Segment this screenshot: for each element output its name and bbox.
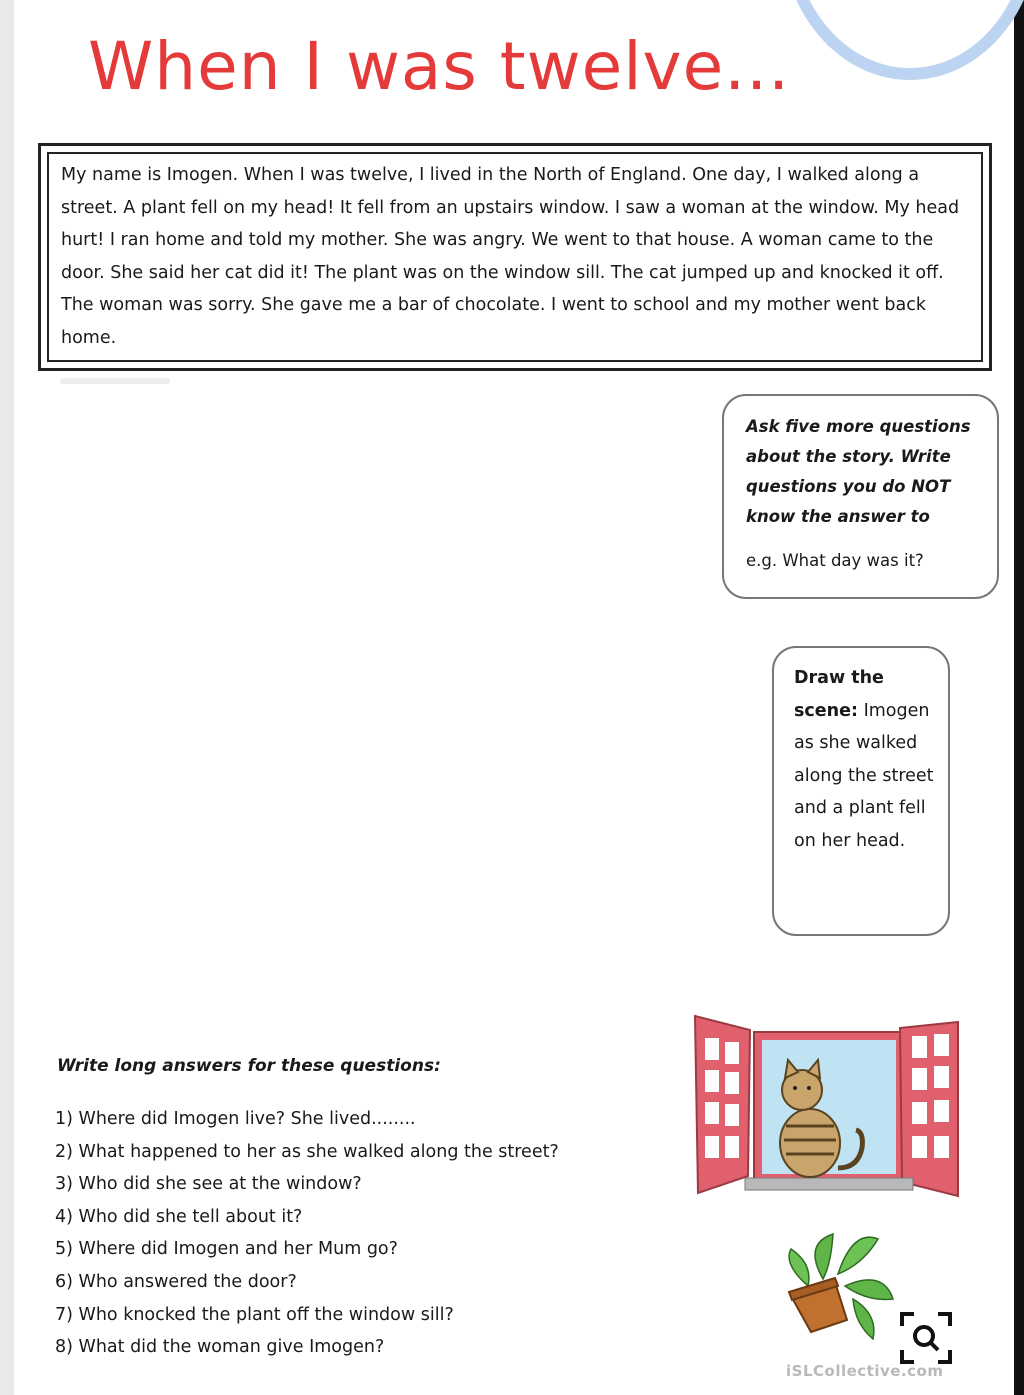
story-box	[38, 143, 992, 371]
question-item: 2) What happened to her as she walked along the street?	[55, 1141, 559, 1162]
ask-questions-prompt: Ask five more questions about the story. Write questions you do NOT know the answer to	[746, 417, 971, 526]
question-item: 8) What did the woman give Imogen?	[55, 1337, 385, 1358]
falling-plant-illustration	[783, 1224, 903, 1354]
questions-list	[55, 1103, 559, 1364]
search-lens-icon[interactable]	[898, 1310, 954, 1366]
page-title: When I was twelve...	[88, 28, 791, 105]
decorative-circle	[780, 0, 1024, 80]
faint-mark	[60, 378, 170, 384]
draw-scene-heading: Draw the scene:	[794, 668, 884, 721]
question-item: 3) Who did she see at the window?	[55, 1174, 362, 1195]
watermark: iSLCollective.com	[786, 1362, 944, 1380]
flower-pot	[789, 1278, 847, 1332]
question-item: 4) Who did she tell about it?	[55, 1206, 303, 1227]
questions-instructions: Write long answers for these questions:	[57, 1056, 441, 1076]
draw-scene-body: Imogen as she walked along the street and a plant fell on her head.	[794, 700, 934, 851]
question-item: 5) Where did Imogen and her Mum go?	[55, 1239, 398, 1260]
window-left-shutter	[695, 1016, 750, 1193]
question-item: 1) Where did Imogen live? She lived........	[55, 1109, 416, 1129]
draw-scene-text	[794, 662, 944, 858]
draw-scene-box	[772, 646, 950, 936]
question-item: 6) Who answered the door?	[55, 1271, 297, 1292]
window-with-cat-illustration	[690, 1008, 965, 1208]
ask-questions-example: e.g. What day was it?	[746, 551, 924, 570]
left-edge-strip	[0, 0, 14, 1395]
window-sill	[745, 1178, 913, 1190]
story-text: My name is Imogen. When I was twelve, I lived in the North of England. One day, I walked along a street. A plant fell on my head! It fell from an upstairs window. I saw a woman at the window. My head hurt! I ran home and told my mother. She was angry. We went to that house. A woman came to the door. She said her cat did it! The plant was on the window sill. The cat jumped up and knocked it off. The woman was sorry. She gave me a bar of chocolate. I went to school and my mother went back home.	[61, 165, 960, 348]
window-right-shutter	[900, 1022, 958, 1196]
ask-questions-box	[722, 394, 999, 599]
question-item: 7) Who knocked the plant off the window sill?	[55, 1304, 454, 1325]
right-edge-strip	[1014, 0, 1024, 1395]
